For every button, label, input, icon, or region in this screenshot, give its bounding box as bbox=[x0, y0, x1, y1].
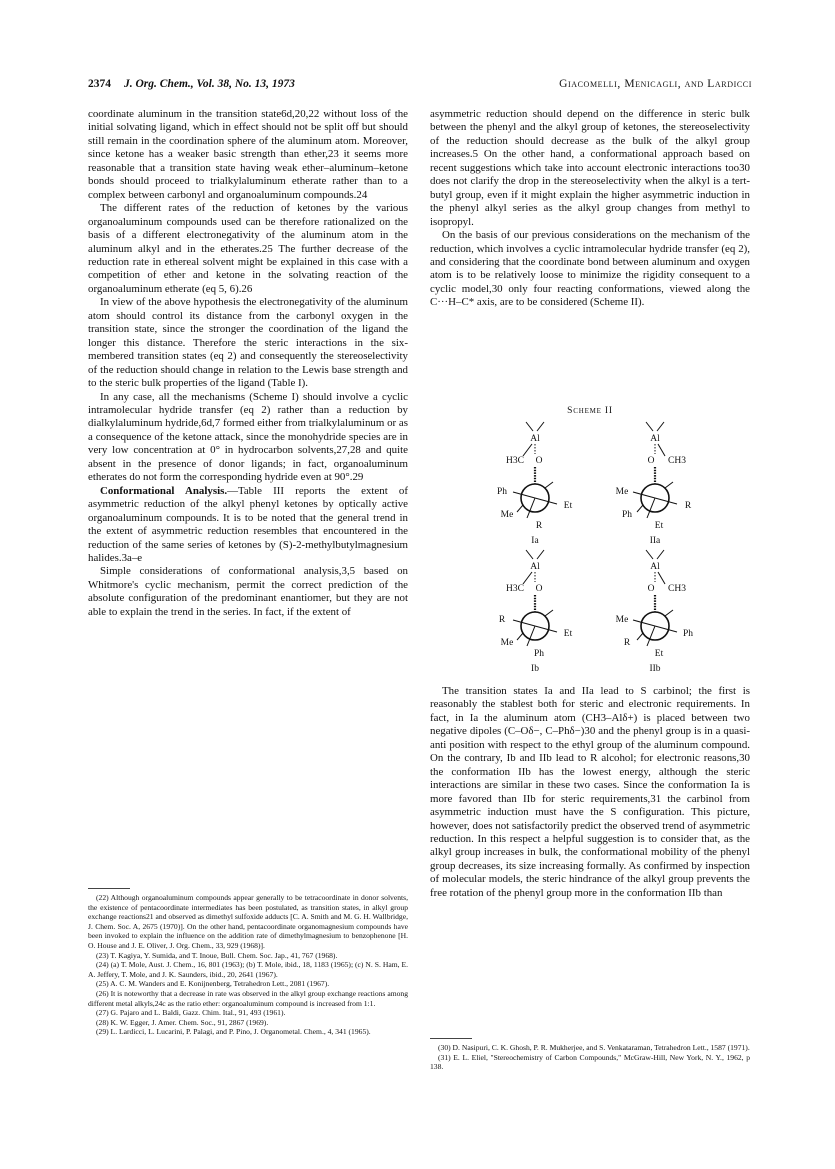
substituent-label: Me bbox=[615, 615, 629, 625]
footnote: (28) K. W. Egger, J. Amer. Chem. Soc., 91, 2867 (1969). bbox=[96, 1017, 269, 1027]
substituent-label: Ph bbox=[682, 629, 694, 639]
left-column bbox=[88, 108, 408, 619]
oxygen-atom-label: O bbox=[535, 584, 543, 594]
oxygen-atom-label: O bbox=[535, 456, 543, 466]
footnote: (26) It is noteworthy that a decrease in rate was observed in the alkyl group exchange reactions among different metal alkyls,24c as the ratio ether: organoaluminum compound is increased from 1:1. bbox=[88, 988, 408, 1008]
substituent-label: R bbox=[623, 638, 631, 648]
journal-citation: J. Org. Chem., Vol. 38, No. 13, 1973 bbox=[124, 78, 295, 90]
al-bond bbox=[537, 550, 544, 559]
al-bond bbox=[526, 422, 533, 431]
substituent-label: Et bbox=[654, 521, 664, 531]
methyl-group-label: CH3 bbox=[668, 584, 686, 594]
al-bond bbox=[646, 422, 653, 431]
oxygen-atom-label: O bbox=[647, 584, 655, 594]
front-bond bbox=[513, 492, 535, 498]
front-bond bbox=[527, 498, 535, 518]
structure-label: IIb bbox=[649, 664, 661, 674]
footnote-rule bbox=[88, 888, 130, 889]
footnote: (27) G. Pajaro and L. Baldi, Gazz. Chim. Ital., 91, 493 (1961). bbox=[96, 1008, 286, 1018]
paragraph: coordinate aluminum in the transition state6d,20,22 without loss of the initial solvating ligand, which in effect should not be split off but should still remain in the coordination sphere of the aluminum atom. Moreover, since ketone has a weaker basic strength than ether,23 it seems more reasonable that a transition state having weak ether–aluminum–ketone bonds should proceed to trialkylaluminum etherate rather than to a complex between carbonyl and organoaluminum compounds.24 bbox=[88, 108, 408, 201]
front-bond bbox=[647, 626, 655, 646]
methyl-bond bbox=[658, 444, 665, 456]
front-bond bbox=[633, 620, 655, 626]
footnote: (25) A. C. M. Wanders and E. Konijnenberg, Tetrahedron Lett., 2081 (1967). bbox=[96, 979, 330, 989]
paragraph: The transition states Ia and IIa lead to S carbinol; the first is reasonably the stablest both for steric and electronic requirements. In fact, in Ia the aluminum atom (CH3–Alδ+) is placed between two negative dipoles (C–Oδ−, C–Phδ−)30 and the phenyl group is in a quasi-anti position with respect to the ethyl group of the aluminum compound. On the contrary, Ib and IIb lead to R alcohol; for electronic reasons,30 the conformation IIb has the lowest energy, although the steric interactions are similar in these two cases. Since the conformation Ia is more favored than IIb for steric requirements,31 the carbinol from asymmetric induction must have the S configuration. This picture, however, does not satisfactorily predict the observed trend of asymmetric reduction. In this respect a helpful suggestion is to consider that, as the alkyl group increases in bulk, the conformational mobility of the phenyl group decreases, its size increasing formally. As confirmed by inspection of molecular models, the steric hindrance of the alkyl group prevents the free rotation of the phenyl group more in the conformation IIb than bbox=[430, 685, 750, 899]
methyl-group-label: H3C bbox=[506, 456, 524, 466]
al-bond bbox=[537, 422, 544, 431]
front-bond bbox=[535, 626, 557, 632]
substituent-label: Et bbox=[654, 649, 664, 659]
al-bond bbox=[526, 550, 533, 559]
paragraph: In any case, all the mechanisms (Scheme I) should involve a cyclic intramolecular hydride transfer (eq 2) rather than a reduction by dialkylaluminum hydride,6d,7 formed either from trialkylaluminum or as a consequence of the ketone attack, since the monohydride species are in very low concentration at 0° in hydrocarbon solvents,27,28 and quite absent in the presence of donor ligands; in fact, organoaluminum etherates do not form the corresponding hydride even at 90°.29 bbox=[88, 390, 408, 484]
back-bond bbox=[665, 482, 673, 488]
substituent-label: Et bbox=[563, 629, 573, 639]
paragraph-text: —Table III reports the extent of asymmetric reduction of the alkyl phenyl ketones by optically active organoaluminum compounds. It is to be noted that the general trend in the extent of asymmetric reduction resembles that encountered in the reduction of the same series of ketones by (S)-2-methylbutylmagnesium halides.3a–e bbox=[88, 484, 408, 564]
scheme-diagram bbox=[430, 420, 750, 676]
front-bond bbox=[655, 498, 677, 504]
footnote: (23) T. Kagiya, Y. Sumida, and T. Inoue, Bull. Chem. Soc. Jap., 41, 767 (1968). bbox=[96, 950, 338, 960]
back-bond bbox=[637, 505, 643, 512]
substituent-label: R bbox=[535, 521, 543, 531]
oxygen-atom-label: O bbox=[647, 456, 655, 466]
front-bond bbox=[535, 498, 557, 504]
back-bond bbox=[545, 610, 553, 616]
back-bond bbox=[665, 610, 673, 616]
methyl-bond bbox=[658, 572, 665, 584]
running-authors: Giacomelli, Menicagli, and Lardicci bbox=[559, 78, 752, 90]
back-bond bbox=[517, 633, 523, 640]
paragraph: The different rates of the reduction of ketones by the various organoaluminum compounds used can be therefore rationalized on the basis of a different electronegativity of the aluminum atom in the aluminum alkyl and in the etherates.25 The further decrease of the reduction rate in ethereal solvent might be explained in this case with a competition of ether and ketone in the solvating reaction of the organoaluminum etherate (eq 5, 6).26 bbox=[88, 202, 408, 295]
substituent-label: Me bbox=[500, 510, 514, 520]
methyl-group-label: CH3 bbox=[668, 456, 686, 466]
front-bond bbox=[655, 626, 677, 632]
front-bond bbox=[647, 498, 655, 518]
aluminum-atom-label: Al bbox=[530, 434, 540, 444]
front-bond bbox=[513, 620, 535, 626]
structure-label: Ib bbox=[531, 664, 539, 674]
paragraph: Simple considerations of conformational analysis,3,5 based on Whitmore's cyclic mechanism, permit the correct prediction of the absolute configuration of the predominant enantiomer, but they are not able to explain the trend in the series. In fact, if the extent of bbox=[88, 565, 408, 618]
methyl-bond bbox=[523, 572, 532, 584]
front-bond bbox=[527, 626, 535, 646]
substituent-label: Ph bbox=[533, 649, 545, 659]
back-bond bbox=[637, 633, 643, 640]
al-bond bbox=[657, 550, 664, 559]
structure-label: IIa bbox=[649, 536, 661, 546]
right-column-continued bbox=[430, 685, 750, 900]
substituent-label: Ph bbox=[621, 510, 633, 520]
footnote: (24) (a) T. Mole, Aust. J. Chem., 16, 801 (1963); (b) T. Mole, ibid., 18, 1183 (1965); (c) N. S. Ham, E. A. Jeffery, T. Mole, and J. K. Saunders, ibid., 20, 2641 (1967). bbox=[88, 960, 408, 979]
substituent-label: Me bbox=[615, 487, 629, 497]
front-bond bbox=[633, 492, 655, 498]
page-number: 2374 bbox=[88, 78, 111, 90]
aluminum-atom-label: Al bbox=[650, 434, 660, 444]
structure-label: Ia bbox=[531, 536, 539, 546]
al-bond bbox=[646, 550, 653, 559]
footnote-rule bbox=[430, 1038, 472, 1039]
aluminum-atom-label: Al bbox=[650, 562, 660, 572]
back-bond bbox=[545, 482, 553, 488]
footnote: (29) L. Lardicci, L. Lucarini, P. Palagi, and P. Pino, J. Organometal. Chem., 4, 341 (1965). bbox=[96, 1027, 371, 1037]
paragraph: In view of the above hypothesis the electronegativity of the aluminum atom should control its distance from the carbonyl oxygen in the transition state, since the stronger the coordination of the ligand the longer this distance. Therefore the steric interactions in the six-membered transition states (eq 2) and consequently the stereoselectivity of the reduction should change in relation to the Lewis base strength and to the steric bulk properties of the ligand (Table I). bbox=[88, 296, 408, 390]
al-bond bbox=[657, 422, 664, 431]
right-column bbox=[430, 108, 750, 310]
substituent-label: Et bbox=[563, 501, 573, 511]
substituent-label: Me bbox=[500, 638, 514, 648]
methyl-group-label: H3C bbox=[506, 584, 524, 594]
footnotes-left bbox=[88, 888, 408, 1037]
methyl-bond bbox=[523, 444, 532, 456]
paragraph-conformational-analysis bbox=[88, 485, 408, 566]
aluminum-atom-label: Al bbox=[530, 562, 540, 572]
footnote: (22) Although organoaluminum compounds appear generally to be tetracoordinate in donor solvents, the existence of pentacoordinate intermediates has been postulated, as transition states, in alkyl group exchange reactions21 and observed as dimethyl sulfoxide adducts [C. A. Smith and M. G. H. Wallbridge, J. Chem. Soc. A, 2675 (1970)]. On the other hand, pentacoordinate organomagnesium compounds have been invoked to explain the influence on the addition rate of dimethylmagnesium to benzophenone [H. O. House and J. E. Oliver, J. Org. Chem., 33, 929 (1968)]. bbox=[88, 893, 408, 950]
scheme-ii bbox=[430, 406, 750, 676]
substituent-label: Ph bbox=[496, 487, 508, 497]
paragraph: asymmetric reduction should depend on the difference in steric bulk between the phenyl and the alkyl group of ketones, the stereoselectivity of the reduction should decrease as the bulk of the alkyl group increases.5 On the other hand, a conformational approach based on recent suggestions which take into account electronic interactions too30 does not clarify the drop in the stereoselectivity when the alkyl is a tert-butyl group, even if it might explain the higher asymmetric induction in the phenyl alkyl series as the alkyl group changes from methyl to isopropyl. bbox=[430, 108, 750, 228]
footnotes-right bbox=[430, 1038, 750, 1072]
back-bond bbox=[517, 505, 523, 512]
section-heading: Conformational Analysis. bbox=[100, 484, 228, 497]
substituent-label: R bbox=[684, 501, 692, 511]
substituent-label: R bbox=[498, 615, 506, 625]
footnote: (31) E. L. Eliel, "Stereochemistry of Carbon Compounds," McGraw-Hill, New York, N. Y., 1962, p 138. bbox=[430, 1052, 750, 1072]
paragraph: On the basis of our previous considerations on the mechanism of the reduction, which involves a cyclic intramolecular hydride transfer (eq 2), and considering that the coordinate bond between aluminum and oxygen atom is to be relatively loose to minimize the rigidity consequent to a cyclic model,30 only four reacting conformations, viewed along the C···H–C* axis, are to be considered (Scheme II). bbox=[430, 229, 750, 309]
page-header bbox=[88, 78, 752, 98]
scheme-title: Scheme II bbox=[567, 406, 613, 416]
footnote: (30) D. Nasipuri, C. K. Ghosh, P. R. Mukherjee, and S. Venkataraman, Tetrahedron Lett., 1587 (1971). bbox=[438, 1043, 750, 1052]
